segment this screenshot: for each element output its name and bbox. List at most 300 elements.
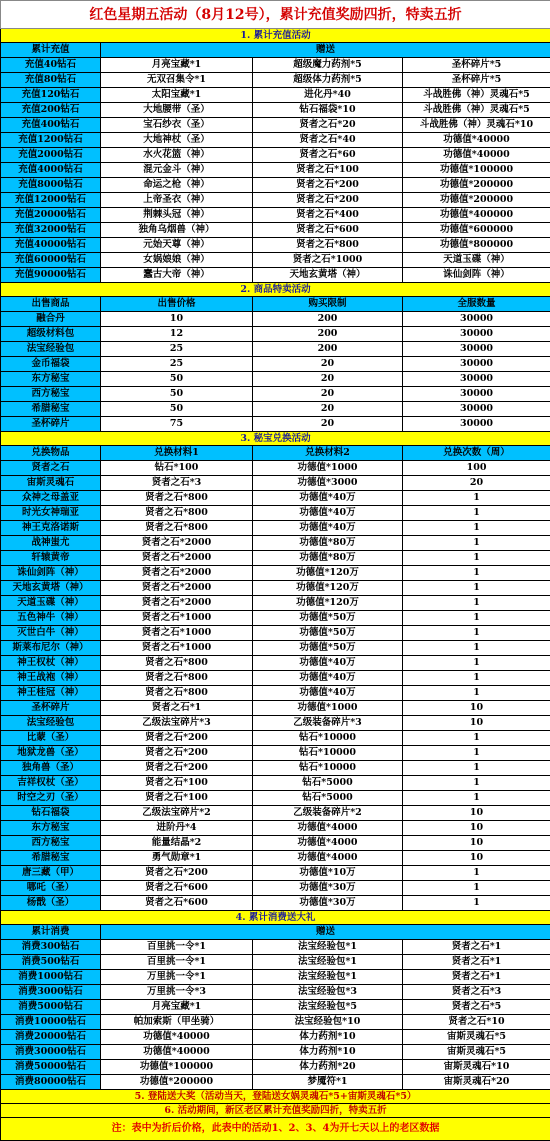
footer-row	[1, 1104, 550, 1118]
row-label: 融合丹	[1, 312, 101, 327]
row-cell: 天道玉碟（神）	[403, 253, 550, 268]
row-cell: 贤者之石*200	[101, 731, 253, 746]
table-row	[1, 746, 550, 761]
row-cell: 功德值*120万	[253, 596, 403, 611]
table-row	[1, 461, 550, 476]
note-text: 注：表中为折后价格，此表中的活动1、2、3、4为开七天以上的老区数据	[1, 1118, 550, 1141]
row-label: 独角兽（圣）	[1, 761, 101, 776]
row-cell: 贤者之石*600	[101, 896, 253, 911]
table-row	[1, 641, 550, 656]
row-cell: 30000	[403, 402, 550, 417]
row-label: 充值4000钻石	[1, 163, 101, 178]
row-label: 消费1000钻石	[1, 970, 101, 985]
row-cell: 贤者之石*2000	[101, 551, 253, 566]
footer-text: 5. 登陆送大奖（活动当天，登陆送女娲灵魂石*5+宙斯灵魂石*5）	[1, 1090, 550, 1104]
table-row	[1, 312, 550, 327]
row-cell: 功德值*1000	[253, 701, 403, 716]
row-cell: 功德值*30万	[253, 881, 403, 896]
table-row	[1, 1045, 550, 1060]
header-cell: 累计充值	[1, 43, 101, 58]
row-label: 消费300钻石	[1, 940, 101, 955]
section-title: 3. 秘宝兑换活动	[1, 432, 550, 446]
row-cell: 万里挑一令*3	[101, 985, 253, 1000]
row-cell: 贤者之石*800	[253, 238, 403, 253]
table-row	[1, 58, 550, 73]
row-cell: 进化丹*40	[253, 88, 403, 103]
row-cell: 法宝经验包*3	[253, 985, 403, 1000]
row-cell: 功德值*50万	[253, 641, 403, 656]
row-cell: 贤者之石*600	[101, 881, 253, 896]
row-cell: 功德值*100000	[101, 1060, 253, 1075]
row-cell: 钻石福袋*10	[253, 103, 403, 118]
table-row	[1, 1030, 550, 1045]
row-label: 时空之刃（圣）	[1, 791, 101, 806]
row-cell: 体力药剂*20	[253, 1060, 403, 1075]
row-label: 天道玉碟（神）	[1, 596, 101, 611]
row-cell: 月亮宝藏*1	[101, 58, 253, 73]
row-cell: 功德值*120万	[253, 581, 403, 596]
table-row	[1, 506, 550, 521]
title-row	[1, 1, 550, 29]
row-label: 消费30000钻石	[1, 1045, 101, 1060]
table-row	[1, 118, 550, 133]
row-label: 五色神牛（神）	[1, 611, 101, 626]
row-cell: 功德值*120万	[253, 566, 403, 581]
row-cell: 1	[403, 731, 550, 746]
row-cell: 贤者之石*60	[253, 148, 403, 163]
row-cell: 大地神杖（圣）	[101, 133, 253, 148]
row-cell: 30000	[403, 417, 550, 432]
row-cell: 法宝经验包*1	[253, 940, 403, 955]
row-cell: 25	[101, 342, 253, 357]
table-row	[1, 253, 550, 268]
row-cell: 万里挑一令*1	[101, 970, 253, 985]
row-label: 战神蚩尤	[1, 536, 101, 551]
table-row	[1, 476, 550, 491]
row-cell: 乙级装备碎片*3	[253, 716, 403, 731]
row-label: 金币福袋	[1, 357, 101, 372]
row-label: 消费10000钻石	[1, 1015, 101, 1030]
section-header-row	[1, 43, 550, 58]
row-cell: 50	[101, 372, 253, 387]
table-row	[1, 836, 550, 851]
row-cell: 1	[403, 506, 550, 521]
row-cell: 功德值*40000	[101, 1030, 253, 1045]
row-cell: 圣杯碎片*5	[403, 73, 550, 88]
row-cell: 贤者之石*10	[403, 1015, 550, 1030]
row-label: 钻石福袋	[1, 806, 101, 821]
row-cell: 30000	[403, 327, 550, 342]
row-label: 比蒙（圣）	[1, 731, 101, 746]
row-label: 灭世白牛（神）	[1, 626, 101, 641]
row-cell: 贤者之石*1	[403, 955, 550, 970]
row-cell: 无双召集令*1	[101, 73, 253, 88]
table-row	[1, 327, 550, 342]
row-cell: 12	[101, 327, 253, 342]
table-row	[1, 985, 550, 1000]
table-row	[1, 851, 550, 866]
row-cell: 宙斯灵魂石*5	[403, 1045, 550, 1060]
row-cell: 1	[403, 896, 550, 911]
row-cell: 功德值*100000	[403, 163, 550, 178]
table-row	[1, 596, 550, 611]
row-cell: 20	[253, 357, 403, 372]
row-cell: 贤者之石*20	[253, 118, 403, 133]
table-row	[1, 238, 550, 253]
row-cell: 体力药剂*10	[253, 1045, 403, 1060]
row-cell: 功德值*40万	[253, 671, 403, 686]
row-cell: 10	[403, 836, 550, 851]
section-title: 2. 商品特卖活动	[1, 283, 550, 297]
note-row	[1, 1118, 550, 1141]
row-cell: 超级体力药剂*5	[253, 73, 403, 88]
row-cell: 1	[403, 521, 550, 536]
row-cell: 宙斯灵魂石*5	[403, 1030, 550, 1045]
table-row	[1, 372, 550, 387]
row-label: 充值20000钻石	[1, 208, 101, 223]
row-label: 天地玄黄塔（神）	[1, 581, 101, 596]
row-cell: 功德值*30万	[253, 896, 403, 911]
header-cell: 全服数量	[403, 297, 550, 312]
row-cell: 贤者之石*2000	[101, 581, 253, 596]
row-label: 宙斯灵魂石	[1, 476, 101, 491]
row-cell: 功德值*40万	[253, 656, 403, 671]
table-row	[1, 866, 550, 881]
table-row	[1, 178, 550, 193]
row-cell: 命运之枪（神）	[101, 178, 253, 193]
row-cell: 贤者之石*5	[403, 1000, 550, 1015]
row-cell: 大地腰带（圣）	[101, 103, 253, 118]
row-cell: 钻石*5000	[253, 776, 403, 791]
row-cell: 1	[403, 881, 550, 896]
row-label: 东方秘宝	[1, 372, 101, 387]
header-cell: 购买限制	[253, 297, 403, 312]
table-row	[1, 671, 550, 686]
row-cell: 功德值*80万	[253, 551, 403, 566]
row-label: 充值40钻石	[1, 58, 101, 73]
row-cell: 乙级法宝碎片*2	[101, 806, 253, 821]
row-cell: 月亮宝藏*1	[101, 1000, 253, 1015]
row-cell: 功德值*4000	[253, 836, 403, 851]
row-cell: 功德值*200000	[403, 178, 550, 193]
row-label: 诛仙剑阵（神）	[1, 566, 101, 581]
row-label: 消费5000钻石	[1, 1000, 101, 1015]
row-cell: 200	[253, 312, 403, 327]
row-cell: 20	[253, 387, 403, 402]
table-row	[1, 776, 550, 791]
row-cell: 宙斯灵魂石*10	[403, 1060, 550, 1075]
row-cell: 宝石纱衣（圣）	[101, 118, 253, 133]
row-label: 充值200钻石	[1, 103, 101, 118]
row-cell: 30000	[403, 342, 550, 357]
row-cell: 30000	[403, 312, 550, 327]
row-cell: 贤者之石*100	[101, 791, 253, 806]
row-cell: 荆棘头冠（神）	[101, 208, 253, 223]
row-label: 充值1200钻石	[1, 133, 101, 148]
table-row	[1, 357, 550, 372]
row-cell: 1	[403, 596, 550, 611]
row-cell: 乙级法宝碎片*3	[101, 716, 253, 731]
row-label: 时光女神瑞亚	[1, 506, 101, 521]
row-cell: 贤者之石*200	[253, 193, 403, 208]
row-cell: 1	[403, 641, 550, 656]
row-label: 西方秘宝	[1, 387, 101, 402]
table-row	[1, 342, 550, 357]
row-cell: 圣杯碎片*5	[403, 58, 550, 73]
table-row	[1, 896, 550, 911]
table-row	[1, 88, 550, 103]
row-cell: 贤者之石*200	[253, 178, 403, 193]
row-cell: 法宝经验包*1	[253, 970, 403, 985]
section-header-row	[1, 925, 550, 940]
row-cell: 功德值*4000	[253, 851, 403, 866]
row-cell: 梦魇符*1	[253, 1075, 403, 1090]
row-cell: 50	[101, 387, 253, 402]
section-band	[1, 29, 550, 43]
row-label: 充值120钻石	[1, 88, 101, 103]
row-label: 神王桂冠（神）	[1, 686, 101, 701]
row-label: 西方秘宝	[1, 836, 101, 851]
row-cell: 贤者之石*1000	[253, 253, 403, 268]
row-label: 神王权杖（神）	[1, 656, 101, 671]
row-cell: 钻石*5000	[253, 791, 403, 806]
table-row	[1, 940, 550, 955]
footer-text: 6. 活动期间，新区老区累计充值奖励四折，特卖五折	[1, 1104, 550, 1118]
table-row	[1, 955, 550, 970]
row-cell: 贤者之石*800	[101, 521, 253, 536]
row-cell: 贤者之石*200	[101, 866, 253, 881]
table-row	[1, 536, 550, 551]
row-cell: 钻石*10000	[253, 761, 403, 776]
row-cell: 独角乌烟兽（神）	[101, 223, 253, 238]
row-cell: 1	[403, 656, 550, 671]
table-row	[1, 1075, 550, 1090]
table-row	[1, 611, 550, 626]
header-cell: 赠送	[101, 925, 550, 940]
row-cell: 贤者之石*800	[101, 671, 253, 686]
row-cell: 元始天尊（神）	[101, 238, 253, 253]
row-cell: 贤者之石*800	[101, 506, 253, 521]
row-cell: 蠢古大帝（神）	[101, 268, 253, 283]
row-cell: 诛仙剑阵（神）	[403, 268, 550, 283]
row-cell: 功德值*80万	[253, 536, 403, 551]
row-cell: 200	[253, 327, 403, 342]
row-cell: 斗战胜佛（神）灵魂石*5	[403, 88, 550, 103]
table-row	[1, 551, 550, 566]
row-label: 充值2000钻石	[1, 148, 101, 163]
row-cell: 功德值*40000	[403, 133, 550, 148]
row-label: 轩辕黄帝	[1, 551, 101, 566]
row-label: 杨戬（圣）	[1, 896, 101, 911]
section-title: 1. 累计充值活动	[1, 29, 550, 43]
row-cell: 钻石*100	[101, 461, 253, 476]
row-label: 地狱龙兽（圣）	[1, 746, 101, 761]
row-cell: 贤者之石*1000	[101, 641, 253, 656]
row-label: 充值400钻石	[1, 118, 101, 133]
row-cell: 1	[403, 626, 550, 641]
row-cell: 钻石*10000	[253, 731, 403, 746]
row-cell: 功德值*10万	[253, 866, 403, 881]
row-cell: 超级魔力药剂*5	[253, 58, 403, 73]
header-cell: 兑换物品	[1, 446, 101, 461]
row-cell: 100	[403, 461, 550, 476]
row-cell: 功德值*4000	[253, 821, 403, 836]
row-cell: 1	[403, 866, 550, 881]
row-cell: 功德值*40万	[253, 491, 403, 506]
row-cell: 功德值*3000	[253, 476, 403, 491]
row-cell: 1	[403, 491, 550, 506]
row-cell: 贤者之石*100	[253, 163, 403, 178]
header-cell: 出售商品	[1, 297, 101, 312]
row-label: 充值12000钻石	[1, 193, 101, 208]
row-cell: 贤者之石*1	[101, 701, 253, 716]
row-cell: 10	[101, 312, 253, 327]
row-label: 法宝经验包	[1, 342, 101, 357]
row-cell: 1	[403, 536, 550, 551]
table-row	[1, 1015, 550, 1030]
table-row	[1, 163, 550, 178]
row-label: 神王战袍（神）	[1, 671, 101, 686]
row-cell: 功德值*200000	[101, 1075, 253, 1090]
header-cell: 兑换材料2	[253, 446, 403, 461]
row-cell: 功德值*50万	[253, 611, 403, 626]
row-label: 充值40000钻石	[1, 238, 101, 253]
row-label: 吉祥权杖（圣）	[1, 776, 101, 791]
section-header-row	[1, 297, 550, 312]
row-cell: 1	[403, 566, 550, 581]
row-cell: 1	[403, 791, 550, 806]
table-row	[1, 103, 550, 118]
row-cell: 乙级装备碎片*2	[253, 806, 403, 821]
table-row	[1, 417, 550, 432]
row-cell: 1	[403, 551, 550, 566]
row-cell: 200	[253, 342, 403, 357]
row-cell: 30000	[403, 357, 550, 372]
header-cell: 赠送	[101, 43, 550, 58]
row-cell: 贤者之石*400	[253, 208, 403, 223]
row-cell: 30000	[403, 372, 550, 387]
row-cell: 法宝经验包*10	[253, 1015, 403, 1030]
table-row	[1, 970, 550, 985]
row-cell: 50	[101, 402, 253, 417]
row-label: 充值80钻石	[1, 73, 101, 88]
row-label: 神王克洛诺斯	[1, 521, 101, 536]
row-cell: 贤者之石*2000	[101, 596, 253, 611]
row-label: 消费80000钻石	[1, 1075, 101, 1090]
row-cell: 贤者之石*3	[101, 476, 253, 491]
table-row	[1, 1000, 550, 1015]
table-row	[1, 701, 550, 716]
table-row	[1, 491, 550, 506]
row-label: 充值8000钻石	[1, 178, 101, 193]
row-cell: 10	[403, 806, 550, 821]
row-cell: 水火花篮（神）	[101, 148, 253, 163]
table-row	[1, 133, 550, 148]
row-cell: 法宝经验包*1	[253, 955, 403, 970]
table-row	[1, 193, 550, 208]
row-label: 法宝经验包	[1, 716, 101, 731]
row-cell: 20	[253, 402, 403, 417]
row-label: 充值60000钻石	[1, 253, 101, 268]
table-row	[1, 821, 550, 836]
table-row	[1, 208, 550, 223]
row-cell: 功德值*40000	[101, 1045, 253, 1060]
table-row	[1, 402, 550, 417]
row-cell: 1	[403, 746, 550, 761]
row-cell: 贤者之石*3	[403, 985, 550, 1000]
table-row	[1, 223, 550, 238]
table-row	[1, 268, 550, 283]
row-cell: 25	[101, 357, 253, 372]
row-cell: 宙斯灵魂石*20	[403, 1075, 550, 1090]
row-cell: 1	[403, 581, 550, 596]
row-cell: 太阳宝藏*1	[101, 88, 253, 103]
row-label: 希腊秘宝	[1, 402, 101, 417]
row-cell: 贤者之石*800	[101, 491, 253, 506]
row-label: 圣杯碎片	[1, 417, 101, 432]
row-cell: 贤者之石*200	[101, 761, 253, 776]
row-cell: 功德值*40000	[403, 148, 550, 163]
table-row	[1, 731, 550, 746]
table-row	[1, 806, 550, 821]
row-cell: 贤者之石*200	[101, 746, 253, 761]
row-cell: 体力药剂*10	[253, 1030, 403, 1045]
row-cell: 功德值*40万	[253, 686, 403, 701]
section-header-row	[1, 446, 550, 461]
row-cell: 贤者之石*800	[101, 656, 253, 671]
row-cell: 10	[403, 821, 550, 836]
row-label: 充值90000钻石	[1, 268, 101, 283]
row-cell: 75	[101, 417, 253, 432]
table-row	[1, 626, 550, 641]
table-row	[1, 686, 550, 701]
table-row	[1, 656, 550, 671]
table-row	[1, 73, 550, 88]
row-label: 消费3000钻石	[1, 985, 101, 1000]
row-cell: 贤者之石*1000	[101, 626, 253, 641]
row-cell: 百里挑一令*1	[101, 955, 253, 970]
table-row	[1, 881, 550, 896]
row-cell: 能量结晶*2	[101, 836, 253, 851]
row-label: 哪吒（圣）	[1, 881, 101, 896]
row-cell: 帕加索斯（甲坐骑）	[101, 1015, 253, 1030]
section-band	[1, 283, 550, 297]
row-cell: 贤者之石*100	[101, 776, 253, 791]
row-cell: 20	[253, 372, 403, 387]
header-cell: 出售价格	[101, 297, 253, 312]
section-band	[1, 911, 550, 925]
row-cell: 30000	[403, 387, 550, 402]
row-cell: 20	[403, 476, 550, 491]
row-cell: 功德值*200000	[403, 193, 550, 208]
row-cell: 女娲娘娘（神）	[101, 253, 253, 268]
table-row	[1, 761, 550, 776]
row-cell: 天地玄黄塔（神）	[253, 268, 403, 283]
row-cell: 贤者之石*600	[253, 223, 403, 238]
table-row	[1, 791, 550, 806]
row-cell: 贤者之石*1	[403, 940, 550, 955]
row-cell: 混元金斗（神）	[101, 163, 253, 178]
row-cell: 1	[403, 776, 550, 791]
section-band	[1, 432, 550, 446]
row-label: 东方秘宝	[1, 821, 101, 836]
row-cell: 百里挑一令*1	[101, 940, 253, 955]
table-row	[1, 581, 550, 596]
table-row	[1, 521, 550, 536]
table-row	[1, 716, 550, 731]
row-cell: 上帝圣衣（神）	[101, 193, 253, 208]
header-cell: 累计消费	[1, 925, 101, 940]
